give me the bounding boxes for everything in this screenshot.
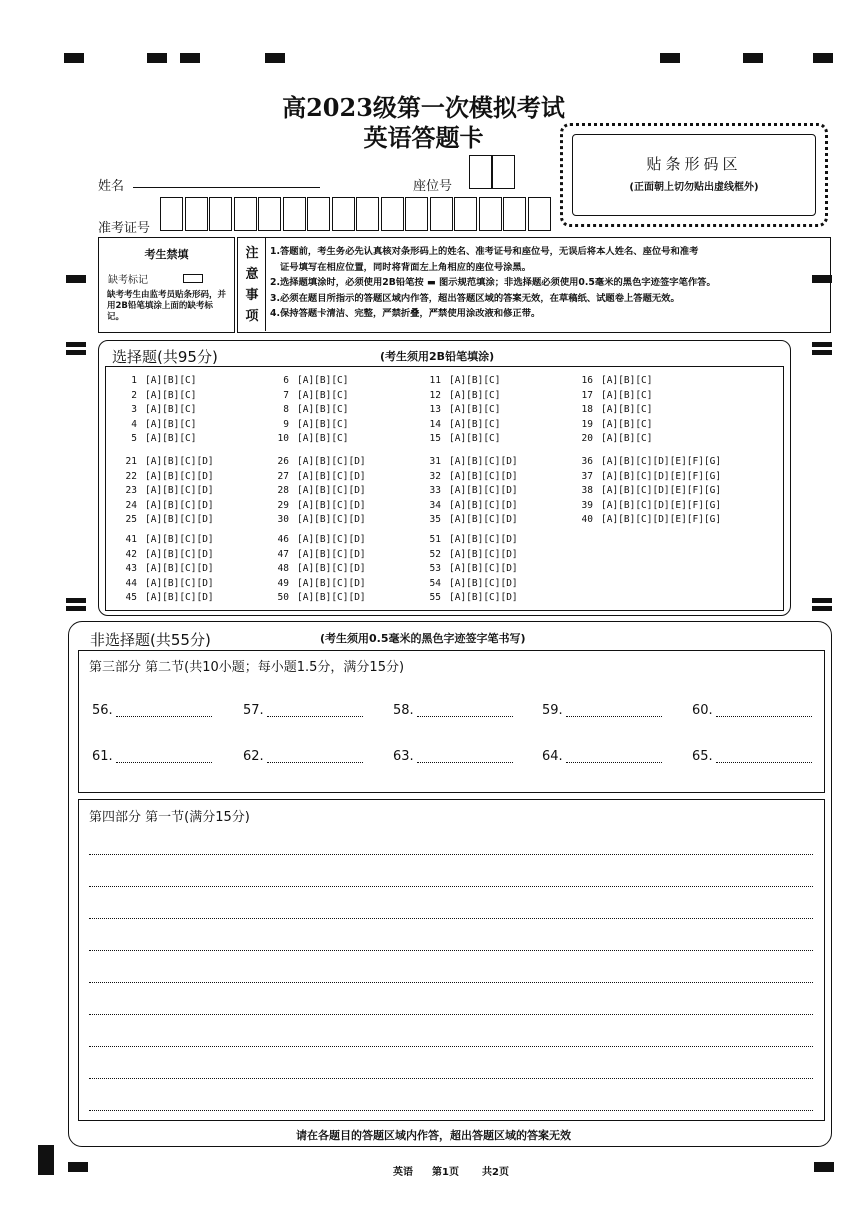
- question-number: 29: [277, 499, 289, 511]
- answer-blank[interactable]: [267, 762, 363, 763]
- answer-bubbles[interactable]: [A][B][C][D]: [297, 534, 366, 545]
- answer-bubbles[interactable]: [A][B][C]: [297, 418, 349, 430]
- question-row: [571, 456, 721, 467]
- question-number: 5: [131, 433, 137, 444]
- answer-bubbles[interactable]: [A][B][C][D]: [449, 534, 518, 545]
- question-row: [115, 500, 214, 511]
- exam-id-cell[interactable]: [381, 197, 404, 231]
- question-row: [419, 578, 518, 589]
- blank-number: 62.: [243, 749, 264, 764]
- question-number: 42: [125, 548, 137, 560]
- choice-title: 选择题(共95分): [112, 348, 218, 366]
- question-number: 49: [277, 577, 289, 589]
- question-row: [267, 375, 348, 386]
- answer-bubbles[interactable]: [A][B][C][D]: [449, 592, 518, 603]
- question-number: 25: [125, 514, 137, 525]
- answer-bubbles[interactable]: [A][B][C][D]: [145, 456, 214, 467]
- question-row: [115, 419, 196, 430]
- notice-box: [237, 237, 831, 333]
- timing-mark: [812, 606, 832, 611]
- question-number: 30: [277, 514, 289, 525]
- question-row: [571, 375, 652, 386]
- answer-bubbles[interactable]: [A][B][C]: [601, 433, 653, 444]
- answer-bubbles[interactable]: [A][B][C][D]: [145, 534, 214, 545]
- question-number: 40: [581, 514, 593, 525]
- footer-subject: 英语: [393, 1167, 413, 1178]
- question-row: [115, 375, 196, 386]
- answer-bubbles[interactable]: [A][B][C]: [601, 375, 653, 386]
- answer-bubbles[interactable]: [A][B][C]: [601, 389, 653, 401]
- question-number: 28: [277, 485, 289, 496]
- seat-label: 座位号: [413, 179, 453, 194]
- question-row: [267, 485, 366, 496]
- exam-id-cell[interactable]: [430, 197, 453, 231]
- timing-mark: [812, 598, 832, 603]
- blank-number: 61.: [92, 749, 113, 764]
- answer-bubbles[interactable]: [A][B][C][D]: [297, 592, 366, 603]
- blank-number: 60.: [692, 703, 713, 718]
- notice-item: 2.选择题填涂时，必须使用2B铅笔按 ▬ 图示规范填涂；非选择题必须使用0.5毫米的黑色字迹签字笔作答。: [270, 277, 716, 288]
- answer-bubbles[interactable]: [A][B][C][D]: [145, 485, 214, 496]
- part4-title: 第四部分 第一节(满分15分): [89, 810, 250, 825]
- notice-items: [270, 244, 828, 322]
- answer-bubbles[interactable]: [A][B][C]: [145, 375, 197, 386]
- answer-bubbles[interactable]: [A][B][C]: [601, 404, 653, 415]
- answer-blank[interactable]: [116, 762, 212, 763]
- question-number: 21: [125, 456, 137, 467]
- exam-id-cell[interactable]: [185, 197, 208, 231]
- timing-mark: [265, 53, 285, 63]
- question-number: 22: [125, 470, 137, 482]
- blank-number: 56.: [92, 703, 113, 718]
- writing-line[interactable]: [89, 982, 813, 983]
- answer-bubbles[interactable]: [A][B][C][D]: [145, 563, 214, 574]
- timing-mark: [66, 275, 86, 283]
- answer-blank[interactable]: [267, 716, 363, 717]
- barcode-label: 贴条形码区: [646, 155, 742, 173]
- question-row: [571, 471, 721, 482]
- answer-bubbles[interactable]: [A][B][C]: [297, 375, 349, 386]
- absent-note: 缺考考生由监考员贴条形码，并用2B铅笔填涂上面的缺考标记。: [107, 290, 227, 322]
- answer-bubbles[interactable]: [A][B][C]: [601, 418, 653, 430]
- answer-blank[interactable]: [716, 762, 812, 763]
- question-row: [267, 404, 348, 415]
- question-row: [115, 514, 214, 525]
- answer-bubbles[interactable]: [A][B][C]: [145, 418, 197, 430]
- writing-line[interactable]: [89, 1110, 813, 1111]
- name-field[interactable]: [133, 173, 320, 188]
- answer-bubbles[interactable]: [A][B][C][D]: [449, 470, 518, 482]
- writing-line[interactable]: [89, 918, 813, 919]
- answer-bubbles[interactable]: [A][B][C]: [145, 433, 197, 444]
- timing-mark: [38, 1145, 54, 1175]
- nonchoice-title: 非选择题(共55分): [90, 631, 211, 649]
- question-row: [115, 534, 214, 545]
- answer-bubbles[interactable]: [A][B][C][D]: [449, 514, 518, 525]
- question-number: 19: [581, 418, 593, 430]
- answer-blank[interactable]: [417, 716, 513, 717]
- timing-mark: [812, 350, 832, 355]
- exam-id-cell[interactable]: [356, 197, 379, 231]
- writing-line[interactable]: [89, 854, 813, 855]
- question-number: 48: [277, 563, 289, 574]
- answer-bubbles[interactable]: [A][B][C]: [145, 404, 197, 415]
- notice-item: 证号填写在相应位置，同时将背面左上角相应的座位号涂黑。: [280, 261, 532, 273]
- question-row: [267, 456, 366, 467]
- exam-id-cell[interactable]: [283, 197, 306, 231]
- exam-id-cell[interactable]: [307, 197, 330, 231]
- question-number: 41: [125, 534, 137, 545]
- absent-mark-label: 缺考标记: [108, 275, 148, 286]
- question-number: 54: [429, 577, 441, 589]
- question-number: 45: [125, 592, 137, 603]
- answer-bubbles[interactable]: [A][B][C]: [297, 389, 349, 401]
- question-row: [267, 578, 366, 589]
- name-label: 姓名: [98, 179, 125, 194]
- question-row: [419, 375, 500, 386]
- question-row: [571, 514, 721, 525]
- answer-bubbles[interactable]: [A][B][C][D][E][F][G]: [601, 485, 722, 496]
- answer-bubbles[interactable]: [A][B][C]: [145, 389, 197, 401]
- answer-bubbles[interactable]: [A][B][C][D][E][F][G]: [601, 470, 722, 482]
- answer-bubbles[interactable]: [A][B][C][D][E][F][G]: [601, 514, 722, 525]
- question-row: [115, 578, 214, 589]
- writing-line[interactable]: [89, 1046, 813, 1047]
- timing-mark: [66, 350, 86, 355]
- question-number: 20: [581, 433, 593, 444]
- answer-bubbles[interactable]: [A][B][C][D]: [449, 563, 518, 574]
- answer-bubbles[interactable]: [A][B][C][D]: [449, 485, 518, 496]
- question-row: [267, 534, 366, 545]
- question-row: [419, 456, 518, 467]
- question-number: 55: [429, 592, 441, 603]
- question-row: [419, 514, 518, 525]
- answer-bubbles[interactable]: [A][B][C][D]: [449, 499, 518, 511]
- question-row: [419, 390, 500, 401]
- question-row: [571, 500, 721, 511]
- question-number: 23: [125, 485, 137, 496]
- notice-heading-char: 注: [245, 246, 259, 261]
- question-number: 18: [581, 404, 593, 415]
- footer-page: 第1页: [432, 1167, 459, 1178]
- absent-mark-bubble[interactable]: [183, 274, 203, 283]
- question-row: [419, 592, 518, 603]
- card-subtitle: 英语答题卡: [363, 123, 484, 152]
- question-number: 39: [581, 499, 593, 511]
- answer-bubbles[interactable]: [A][B][C][D]: [449, 456, 518, 467]
- notice-item: 3.必须在题目所指示的答题区域内作答，超出答题区域的答案无效，在草稿纸、试题卷上答题无效。: [270, 292, 680, 304]
- answer-bubbles[interactable]: [A][B][C][D]: [297, 548, 366, 560]
- question-number: 37: [581, 470, 593, 482]
- answer-bubbles[interactable]: [A][B][C][D]: [297, 563, 366, 574]
- blank-number: 59.: [542, 703, 563, 718]
- choice-instruction: (考生须用2B铅笔填涂): [380, 350, 495, 363]
- question-row: [419, 433, 500, 444]
- question-row: [267, 471, 366, 482]
- answer-bubbles[interactable]: [A][B][C][D]: [145, 470, 214, 482]
- question-row: [571, 390, 652, 401]
- question-row: [419, 500, 518, 511]
- exam-title: 高2023级第一次模拟考试: [282, 93, 565, 122]
- question-row: [419, 549, 518, 560]
- question-number: 16: [581, 375, 593, 386]
- seat-cell[interactable]: [492, 155, 515, 189]
- question-number: 10: [277, 433, 289, 444]
- question-row: [419, 419, 500, 430]
- question-row: [419, 404, 500, 415]
- answer-bubbles[interactable]: [A][B][C]: [297, 433, 349, 444]
- answer-blank[interactable]: [716, 716, 812, 717]
- answer-blank[interactable]: [417, 762, 513, 763]
- part4-box: [78, 799, 825, 1121]
- timing-mark: [64, 53, 84, 63]
- question-number: 4: [131, 418, 137, 430]
- exam-id-cell[interactable]: [209, 197, 232, 231]
- question-row: [267, 390, 348, 401]
- exam-id-label: 准考证号: [98, 221, 151, 236]
- answer-bubbles[interactable]: [A][B][C][D]: [297, 470, 366, 482]
- notice-heading-char: 意: [245, 267, 259, 282]
- answer-bubbles[interactable]: [A][B][C]: [449, 433, 501, 444]
- exam-id-cell[interactable]: [160, 197, 183, 231]
- absent-title: 考生禁填: [144, 248, 189, 261]
- answer-blank[interactable]: [566, 716, 662, 717]
- question-row: [571, 433, 652, 444]
- question-row: [115, 563, 214, 574]
- blank-number: 58.: [393, 703, 414, 718]
- question-row: [267, 549, 366, 560]
- timing-mark: [68, 1162, 88, 1172]
- question-row: [115, 390, 196, 401]
- timing-mark: [812, 342, 832, 347]
- writing-line[interactable]: [89, 886, 813, 887]
- question-number: 27: [277, 470, 289, 482]
- absent-box: [98, 237, 235, 333]
- writing-line[interactable]: [89, 1078, 813, 1079]
- question-row: [115, 433, 196, 444]
- answer-bubbles[interactable]: [A][B][C]: [449, 375, 501, 386]
- question-number: 13: [429, 404, 441, 415]
- answer-bubbles[interactable]: [A][B][C][D]: [145, 592, 214, 603]
- notice-heading: [243, 243, 261, 327]
- exam-id-cell[interactable]: [454, 197, 477, 231]
- question-number: 1: [131, 375, 137, 386]
- answer-bubbles[interactable]: [A][B][C][D]: [297, 456, 366, 467]
- answer-bubbles[interactable]: [A][B][C][D]: [449, 577, 518, 589]
- question-row: [571, 485, 721, 496]
- nonchoice-instruction: (考生须用0.5毫米的黑色字迹签字笔书写): [320, 632, 526, 645]
- question-number: 8: [283, 404, 289, 415]
- writing-line[interactable]: [89, 1014, 813, 1015]
- question-number: 11: [429, 375, 441, 386]
- blank-number: 65.: [692, 749, 713, 764]
- question-number: 51: [429, 534, 441, 545]
- question-row: [115, 485, 214, 496]
- answer-bubbles[interactable]: [A][B][C][D]: [297, 577, 366, 589]
- question-number: 7: [283, 389, 289, 401]
- timing-mark: [743, 53, 763, 63]
- blank-number: 57.: [243, 703, 264, 718]
- timing-mark: [814, 1162, 834, 1172]
- answer-bubbles[interactable]: [A][B][C]: [449, 418, 501, 430]
- notice-heading-char: 项: [245, 309, 259, 324]
- question-row: [571, 419, 652, 430]
- answer-bubbles[interactable]: [A][B][C][D][E][F][G]: [601, 499, 722, 511]
- question-number: 53: [429, 563, 441, 574]
- question-row: [115, 471, 214, 482]
- question-row: [115, 404, 196, 415]
- notice-item: 4.保持答题卡清洁、完整，严禁折叠，严禁使用涂改液和修正带。: [270, 308, 541, 319]
- seat-cell[interactable]: [469, 155, 492, 189]
- exam-id-cell[interactable]: [258, 197, 281, 231]
- question-number: 34: [429, 499, 441, 511]
- question-number: 17: [581, 389, 593, 401]
- timing-mark: [180, 53, 200, 63]
- answer-bubbles[interactable]: [A][B][C][D][E][F][G]: [601, 456, 722, 467]
- question-row: [267, 419, 348, 430]
- question-number: 14: [429, 418, 441, 430]
- question-number: 50: [277, 592, 289, 603]
- answer-bubbles[interactable]: [A][B][C][D]: [145, 499, 214, 511]
- question-row: [419, 485, 518, 496]
- answer-bubbles[interactable]: [A][B][C][D]: [145, 514, 214, 525]
- exam-id-cell[interactable]: [332, 197, 355, 231]
- answer-bubbles[interactable]: [A][B][C][D]: [145, 548, 214, 560]
- timing-mark: [813, 53, 833, 63]
- question-number: 6: [283, 375, 289, 386]
- barcode-note: (正面朝上切勿贴出虚线框外): [629, 182, 759, 193]
- exam-id-cell[interactable]: [528, 197, 551, 231]
- timing-mark: [66, 598, 86, 603]
- answer-blank[interactable]: [116, 716, 212, 717]
- answer-bubbles[interactable]: [A][B][C][D]: [145, 577, 214, 589]
- question-row: [267, 592, 366, 603]
- timing-mark: [66, 342, 86, 347]
- question-row: [115, 549, 214, 560]
- question-number: 38: [581, 485, 593, 496]
- answer-bubbles[interactable]: [A][B][C][D]: [297, 485, 366, 496]
- question-row: [115, 456, 214, 467]
- answer-bubbles[interactable]: [A][B][C]: [297, 404, 349, 415]
- question-row: [267, 433, 348, 444]
- question-number: 3: [131, 404, 137, 415]
- notice-heading-char: 事: [245, 288, 259, 303]
- notice-item: 1.答题前，考生务必先认真核对条形码上的姓名、准考证号和座位号，无误后将本人姓名、座位号和准考: [270, 246, 699, 257]
- question-row: [571, 404, 652, 415]
- timing-mark: [66, 606, 86, 611]
- question-number: 24: [125, 499, 137, 511]
- question-row: [115, 592, 214, 603]
- barcode-area: [560, 123, 828, 227]
- answer-bubbles[interactable]: [A][B][C]: [449, 404, 501, 415]
- answer-area-note: 请在各题目的答题区域内作答，超出答题区域的答案无效: [296, 1129, 571, 1142]
- timing-mark: [147, 53, 167, 63]
- writing-line[interactable]: [89, 950, 813, 951]
- answer-blank[interactable]: [566, 762, 662, 763]
- answer-bubbles[interactable]: [A][B][C]: [449, 389, 501, 401]
- question-number: 52: [429, 548, 441, 560]
- question-number: 36: [581, 456, 593, 467]
- question-number: 35: [429, 514, 441, 525]
- question-row: [267, 500, 366, 511]
- exam-id-cell[interactable]: [503, 197, 526, 231]
- question-row: [419, 471, 518, 482]
- exam-id-cell[interactable]: [405, 197, 428, 231]
- question-number: 33: [429, 485, 441, 496]
- question-row: [419, 534, 518, 545]
- answer-bubbles[interactable]: [A][B][C][D]: [297, 499, 366, 511]
- question-row: [267, 563, 366, 574]
- question-number: 15: [429, 433, 441, 444]
- timing-mark: [660, 53, 680, 63]
- question-number: 26: [277, 456, 289, 467]
- exam-id-cell[interactable]: [479, 197, 502, 231]
- blank-number: 63.: [393, 749, 414, 764]
- question-number: 31: [429, 456, 441, 467]
- question-number: 44: [125, 577, 137, 589]
- part3-title: 第三部分 第二节(共10小题；每小题1.5分，满分15分): [89, 660, 405, 675]
- exam-id-cell[interactable]: [234, 197, 257, 231]
- question-row: [419, 563, 518, 574]
- question-number: 9: [283, 418, 289, 430]
- question-number: 2: [131, 389, 137, 401]
- answer-bubbles[interactable]: [A][B][C][D]: [297, 514, 366, 525]
- blank-number: 64.: [542, 749, 563, 764]
- question-number: 46: [277, 534, 289, 545]
- answer-bubbles[interactable]: [A][B][C][D]: [449, 548, 518, 560]
- question-row: [267, 514, 366, 525]
- question-number: 43: [125, 563, 137, 574]
- question-number: 32: [429, 470, 441, 482]
- footer-total: 共2页: [482, 1167, 509, 1178]
- question-number: 47: [277, 548, 289, 560]
- question-number: 12: [429, 389, 441, 401]
